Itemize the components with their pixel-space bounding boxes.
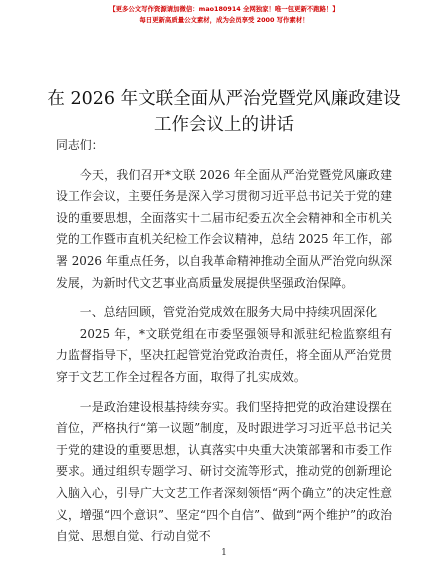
promo-banner-line-1: 【更多公文写作资源请加微信：mao180914 全网独家！唯一包更新不跑路！】 [109,5,339,13]
body-paragraph: 一是政治建设根基持续夯实。我们坚持把党的政治建设摆在首位，严格执行“第一议题”制度，及时跟进学习习近平总书记关于党的建设的重要思想，认真落实中央重大决策部署和市委工作要求。通过组织专题学习、研讨交流等形式，推动党的创新理论入脑入心，引导广大文艺工作者深刻领悟“两个确立”的决定性意义，增强“四个意识”、坚定“四个自信”、做到“两个维护”的政治自觉、思想自觉、行动自觉不 [56,399,392,544]
intro-paragraph: 今天，我们召开*文联 2026 年全面从严治党暨党风廉政建设工作会议，主要任务是深入学习贯彻习近平总书记关于党的建设的重要思想，全面落实十二届市纪委五次全会精神和全市机关党的工作暨市直机关纪检工作会议精神，总结 2025 年工作，部署 2026 年重点任务，以自我革命精神推动全面从严治党向纵深发展，为新时代文艺事业高质量发展提供坚强政治保障。 [56,167,392,290]
page-number: 1 [221,548,227,558]
document-title: 在 2026 年文联全面从严治党暨党风廉政建设工作会议上的讲话 [47,89,401,135]
document-body [56,135,392,548]
section-heading: 一、总结回顾，管党治党成效在服务大局中持续巩固深化 [79,305,378,320]
body-paragraph: 2025 年，*文联党组在市委坚强领导和派驻纪检监察组有力监督指导下，坚决扛起管党治党政治责任，将全面从严治党贯穿于文艺工作全过程各方面，取得了扎实成效。 [56,326,392,384]
promo-banner-line-2: 每日更新高质量公文素材，成为会员享受 2000 写作素材！ [139,16,309,24]
greeting: 同志们： [56,138,104,152]
